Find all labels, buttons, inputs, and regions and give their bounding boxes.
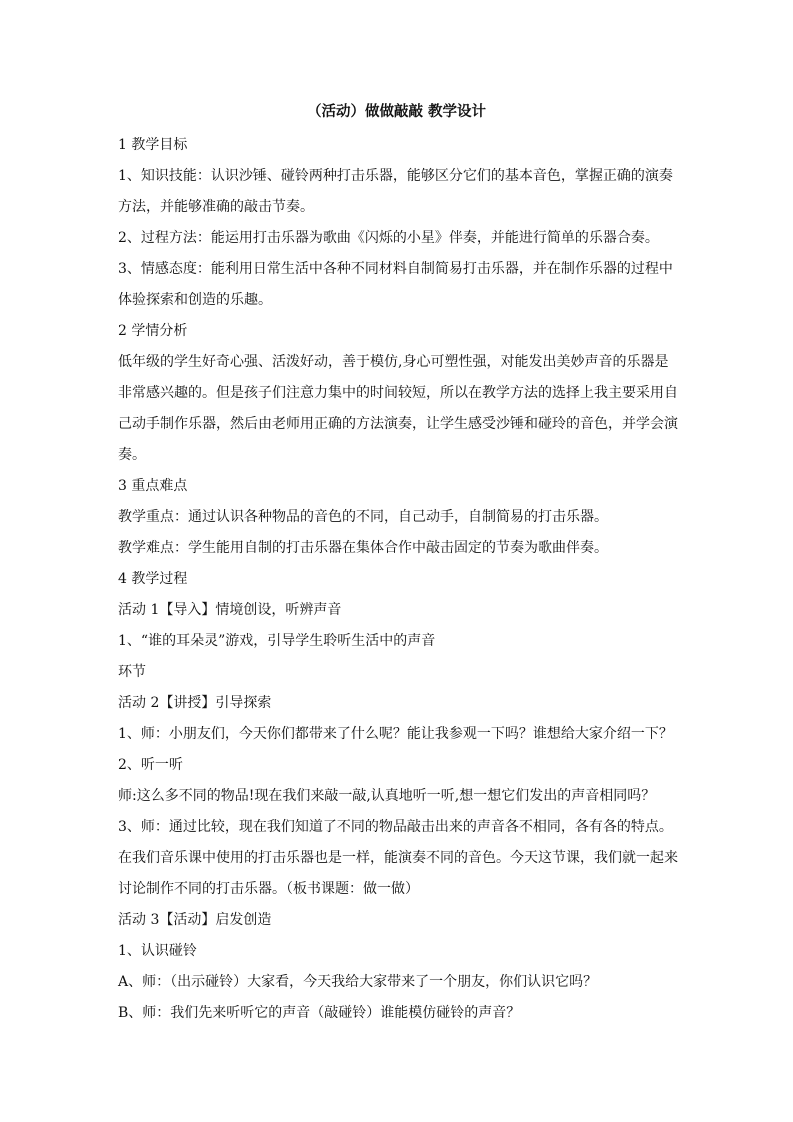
paragraph-knowledge-skills: 1、知识技能：认识沙锤、碰铃两种打击乐器，能够区分它们的基本音色，掌握正确的演奏方法，并能够准确的敲击节奏。	[118, 168, 673, 215]
paragraph-emotional-attitude: 3、情感态度：能利用日常生活中各种不同材料自制简易打击乐器，并在制作乐器的过程中体验探索和创造的乐趣。	[118, 261, 673, 308]
paragraph-activity-2-item-3: 3、师：通过比较，现在我们知道了不同的物品敲击出来的声音各不相同，各有各的特点。在我们音乐课中使用的打击乐器也是一样，能演奏不同的音色。今天这节课，我们就一起来讨论制作不同的打击乐器。（板书课题：做一做）	[118, 819, 678, 897]
paragraph-key-point: 教学重点：通过认识各种物品的音色的不同，自己动手，自制简易的打击乐器。	[118, 509, 608, 525]
heading-activity-1: 活动 1【导入】情境创设，听辨声音	[118, 602, 342, 618]
paragraph-process-methods: 2、过程方法：能运用打击乐器为歌曲《闪烁的小星》伴奏，并能进行简单的乐器合奏。	[118, 230, 659, 246]
heading-activity-2: 活动 2【讲授】引导探索	[118, 695, 272, 711]
heading-teaching-goals: 1 教学目标	[118, 137, 188, 153]
heading-activity-3: 活动 3【活动】启发创造	[118, 912, 272, 928]
paragraph-activity-2-item-1: 1、师：小朋友们，今天你们都带来了什么呢？能让我参观一下吗？谁想给大家介绍一下？	[118, 726, 673, 742]
paragraph-difficult-point: 教学难点：学生能用自制的打击乐器在集体合作中敲击固定的节奏为歌曲伴奏。	[118, 540, 608, 556]
heading-student-analysis: 2 学情分析	[118, 323, 188, 339]
document-title: （活动）做做敲敲 教学设计	[306, 103, 487, 120]
paragraph-activity-2-teacher: 师:这么多不同的物品!现在我们来敲一敲,认真地听一听,想一想它们发出的声音相同吗？	[118, 788, 656, 804]
paragraph-stage: 环节	[118, 664, 146, 680]
heading-key-points: 3 重点难点	[118, 478, 188, 494]
document-body	[118, 130, 678, 1029]
heading-teaching-process: 4 教学过程	[118, 571, 188, 587]
paragraph-activity-3-item-1: 1、认识碰铃	[118, 943, 197, 959]
paragraph-activity-1-item-1: 1、“谁的耳朵灵”游戏，引导学生聆听生活中的声音	[118, 633, 436, 649]
paragraph-activity-2-item-2: 2、听一听	[118, 757, 183, 773]
paragraph-activity-3-item-a: A、师：（出示碰铃）大家看，今天我给大家带来了一个朋友，你们认识它吗？	[118, 974, 598, 990]
paragraph-activity-3-item-b: B、师：我们先来听听它的声音（敲碰铃）谁能模仿碰铃的声音？	[118, 1005, 521, 1021]
paragraph-student-analysis: 低年级的学生好奇心强、活泼好动，善于模仿,身心可塑性强，对能发出美妙声音的乐器是非常感兴趣的。但是孩子们注意力集中的时间较短，所以在教学方法的选择上我主要采用自己动手制作乐器，然后由老师用正确的方法演奏，让学生感受沙锤和碰玲的音色，并学会演奏。	[118, 354, 678, 463]
